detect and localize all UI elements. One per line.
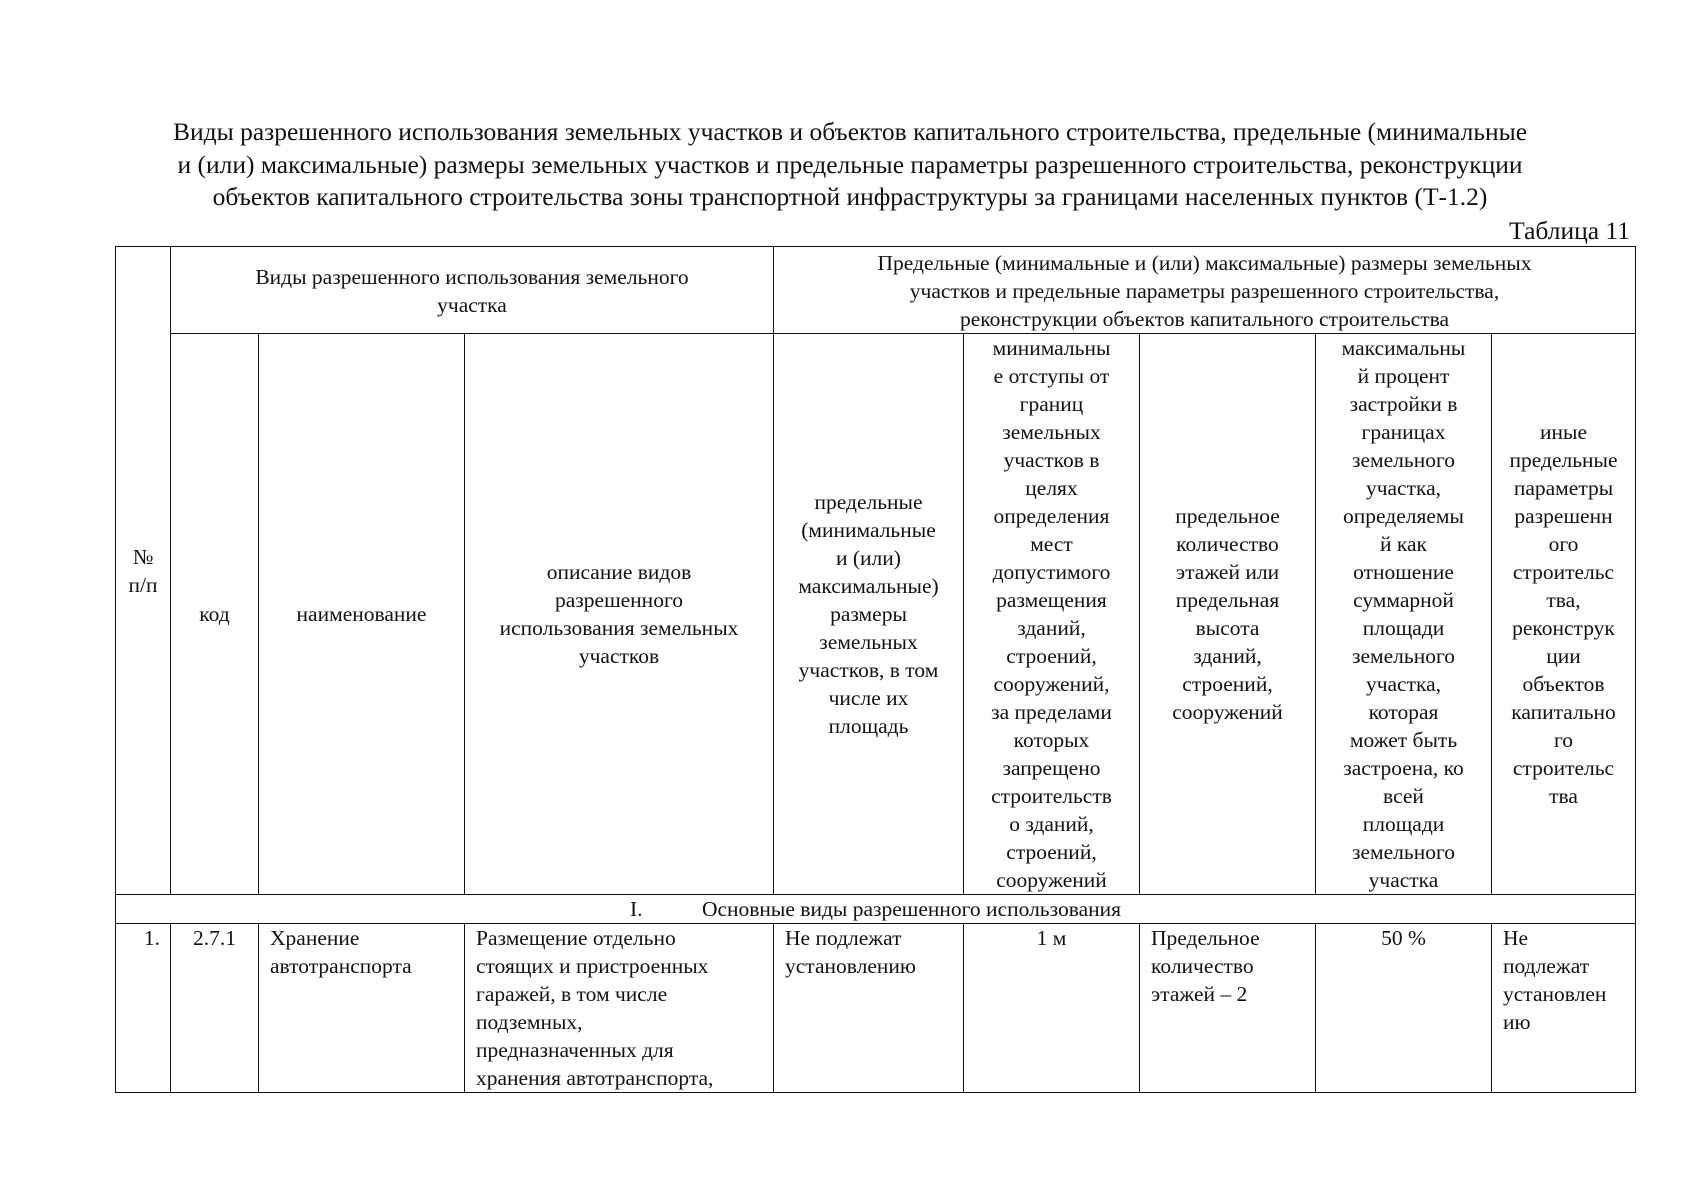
header-row-columns <box>116 334 1636 895</box>
row-coverage: 50 % <box>1316 924 1492 1093</box>
header-group-limits <box>774 247 1636 334</box>
row-description: Размещение отдельно стоящих и пристроенных гаражей, в том числе подземных, предназначенных для хранения автотранспорта, <box>465 924 774 1093</box>
section-number: I. <box>629 897 643 921</box>
row-num: 1. <box>116 924 171 1093</box>
table-row <box>116 924 1636 1093</box>
header-code: код <box>171 334 259 895</box>
section-heading <box>116 895 1636 924</box>
row-setbacks: 1 м <box>964 924 1140 1093</box>
title-line: Виды разрешенного использования земельных участков и объектов капитального строительства, предельные (минимальные <box>172 117 1528 146</box>
row-code: 2.7.1 <box>171 924 259 1093</box>
row-other: Не подлежат установлен ию <box>1492 924 1636 1093</box>
row-floors: Предельное количество этажей – 2 <box>1140 924 1316 1093</box>
table-label: Таблица 11 <box>1509 216 1630 245</box>
header-floors: предельное количество этажей или предельная высота зданий, строений, сооружений <box>1140 334 1316 895</box>
header-description: описание видов разрешенного использования земельных участков <box>465 334 774 895</box>
document-title <box>100 116 1600 214</box>
title-line: объектов капитального строительства зоны транспортной инфраструктуры за границами населенных пунктов (Т-1.2) <box>212 182 1488 211</box>
header-num: № п/п <box>116 247 171 895</box>
land-use-table <box>115 246 1636 1093</box>
header-name: наименование <box>259 334 465 895</box>
header-coverage: максимальны й процент застройки в границах земельного участка, определяемы й как отношение суммарной площади земельного участка, которая может быть застроена, ко всей площади земельного участка <box>1316 334 1492 895</box>
section-row <box>116 895 1636 924</box>
row-size: Не подлежат установлению <box>774 924 964 1093</box>
header-setbacks: минимальны е отступы от границ земельных участков в целях определения мест допустимого размещения зданий, строений, сооружений, за пределами которых запрещено строительств о зданий, строений, сооружений <box>964 334 1140 895</box>
header-group-uses <box>171 247 774 334</box>
title-line: и (или) максимальные) размеры земельных участков и предельные параметры разрешенного строительства, реконструкции <box>177 149 1523 179</box>
header-size: предельные (минимальные и (или) максимальные) размеры земельных участков, в том числе их площадь <box>774 334 964 895</box>
header-group-limits-text: Предельные (минимальные и (или) максимальные) размеры земельных участков и предельные параметры разрешенного строительства, реконструкции объектов капитального строительства <box>877 251 1532 331</box>
header-row-group <box>116 247 1636 334</box>
header-group-uses-text: Виды разрешенного использования земельного участка <box>255 265 689 317</box>
row-name: Хранение автотранспорта <box>259 924 465 1093</box>
section-label: Основные виды разрешенного использования <box>701 897 1122 921</box>
header-other: иные предельные параметры разрешенн ого строительс тва, реконструк ции объектов капитально го строительс тва <box>1492 334 1636 895</box>
